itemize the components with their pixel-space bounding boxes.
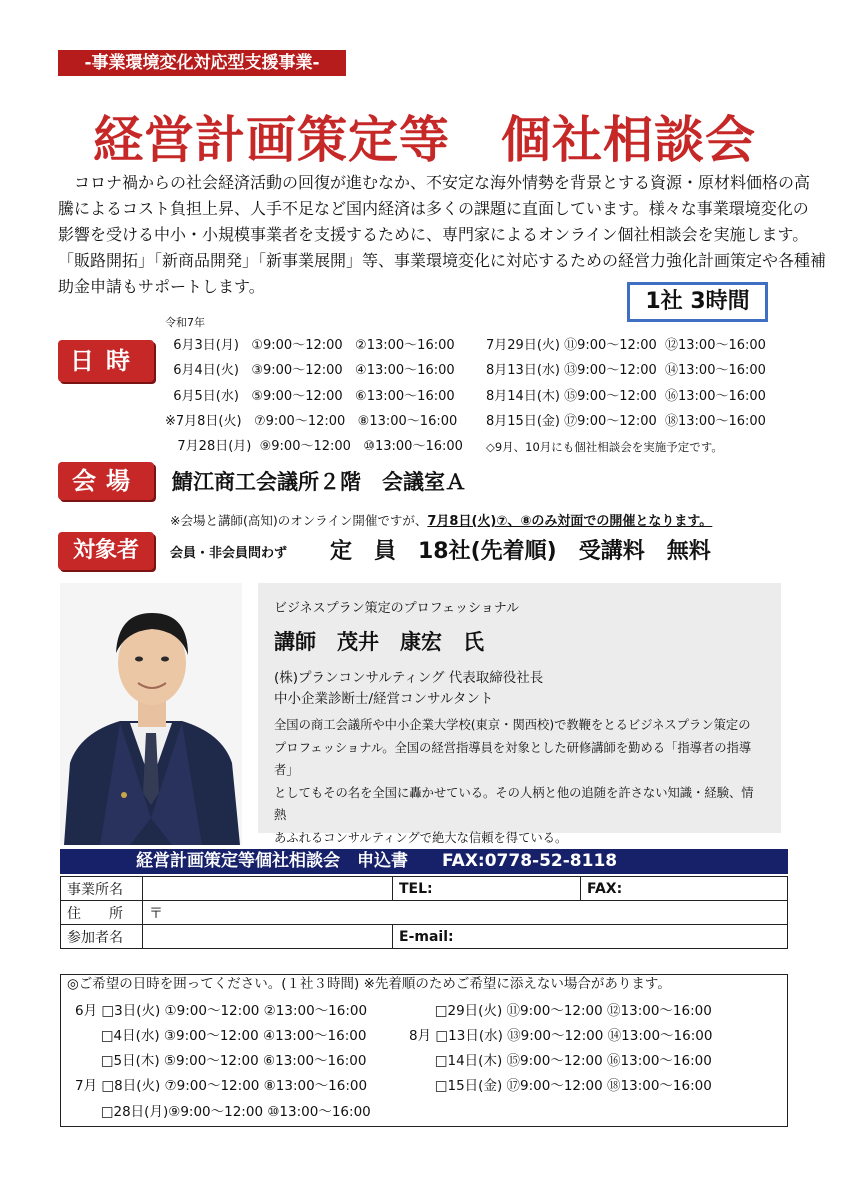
schedule-row: 6月5日(水) ⑤9:00～12:00 ⑥13:00～16:00 (165, 388, 455, 404)
session-option[interactable]: □4日(水) ③9:00～12:00 ④13:00～16:00 (75, 1028, 367, 1044)
application-form (60, 876, 788, 949)
intro-line: 助金申請もサポートします。 (58, 277, 265, 296)
profile-description (274, 714, 765, 849)
attendee-label: 参加者名 (61, 925, 143, 949)
application-form-header: 経営計画策定等個社相談会 申込書 FAX:0778-52-8118 (60, 849, 788, 874)
qualification-line: 中小企業診断士/経営コンサルタント (274, 691, 494, 707)
session-option[interactable]: □14日(木) ⑮9:00～12:00 ⑯13:00～16:00 (409, 1053, 712, 1069)
program-subtitle: -事業環境変化対応型支援事業- (58, 50, 346, 76)
desc-line: 全国の商工会議所や中小企業大学校(東京・関西校)で教鞭をとるビジネスプラン策定の (274, 718, 751, 732)
venue-label: 会場 (58, 462, 154, 500)
instructor-photo (60, 583, 242, 845)
note-prefix: ※会場と講師(高知)のオンライン開催ですが、 (170, 513, 428, 528)
intro-line: 騰によるコスト負担上昇、人手不足など国内経済は多くの課題に直面しています。様々な事業環境変化の (58, 199, 809, 218)
venue-note (170, 510, 712, 529)
session-option[interactable]: 7月 □8日(火) ⑦9:00～12:00 ⑧13:00～16:00 (75, 1078, 368, 1094)
desc-line: あふれるコンサルティングで絶大な信頼を得ている。 (274, 830, 568, 845)
desc-line: プロフェッショナル。全国の経営指導員を対象とした研修講師を勤める「指導者の指導者」 (274, 740, 752, 777)
intro-line: 「販路開拓」「新商品開発」「新事業展開」等、事業環境変化に対応するための経営力強化計画策定や各種補 (58, 251, 827, 270)
venue-text: 鯖江商工会議所２階 会議室Ａ (172, 470, 466, 494)
intro-text (58, 170, 827, 300)
address-field[interactable]: 〒 (143, 901, 788, 925)
session-option[interactable]: □29日(火) ⑪9:00～12:00 ⑫13:00～16:00 (409, 1003, 712, 1019)
schedule-row: 6月4日(火) ③9:00～12:00 ④13:00～16:00 (165, 363, 455, 379)
schedule-row: 8月14日(木) ⑮9:00～12:00 ⑯13:00～16:00 (486, 388, 766, 404)
profile-company (274, 668, 765, 710)
address-label: 住 所 (61, 901, 143, 925)
company-line: (株)プランコンサルティング 代表取締役社長 (274, 670, 544, 686)
email-field[interactable]: E-mail: (393, 925, 788, 949)
era-label: 令和7年 (165, 316, 205, 329)
desc-line: としてもその名を全国に轟かせている。その人柄と他の追随を許さない知識・経験、情熱 (274, 785, 754, 822)
company-name-label: 事業所名 (61, 877, 143, 901)
schedule-row: 6月3日(月) ①9:00～12:00 ②13:00～16:00 (165, 338, 455, 353)
schedule-note: ◇9月、10月にも個社相談会を実施予定です。 (486, 440, 723, 455)
attendee-field[interactable] (143, 925, 393, 949)
instructor-profile (258, 583, 781, 845)
duration-box: 1社 3時間 (627, 282, 768, 322)
schedule-row: 8月15日(金) ⑰9:00～12:00 ⑱13:00～16:00 (486, 413, 766, 429)
date-label: 日時 (58, 340, 154, 382)
session-option[interactable]: □15日(金) ⑰9:00～12:00 ⑱13:00～16:00 (409, 1078, 712, 1094)
company-name-field[interactable] (143, 877, 393, 901)
page-title: 経営計画策定等 個社相談会 (93, 111, 756, 169)
session-option[interactable]: □28日(月)⑨9:00～12:00 ⑩13:00～16:00 (75, 1104, 371, 1120)
schedule-row: ※7月8日(火) ⑦9:00～12:00 ⑧13:00～16:00 (165, 413, 458, 429)
instructor-name: 講師 茂井 康宏 氏 (274, 630, 484, 654)
intro-line: 影響を受ける中小・小規模事業者を支援するために、専門家によるオンライン個社相談会を実施します。 (58, 225, 809, 244)
target-label: 対象者 (58, 532, 154, 570)
choice-instructions: ◎ご希望の日時を囲ってください。(１社３時間) ※先着順のためご希望に添えない場合があります。 (67, 976, 671, 992)
session-option[interactable]: 6月 □3日(火) ①9:00～12:00 ②13:00～16:00 (75, 1003, 368, 1019)
schedule-row: 7月28日(月) ⑨9:00～12:00 ⑩13:00～16:00 (165, 439, 463, 455)
session-choice-box (60, 974, 788, 1127)
schedule-row: 8月13日(水) ⑬9:00～12:00 ⑭13:00～16:00 (486, 363, 766, 379)
session-option[interactable]: 8月 □13日(水) ⑬9:00～12:00 ⑭13:00～16:00 (409, 1028, 713, 1044)
fax-field[interactable]: FAX: (581, 877, 788, 901)
schedule-row: 7月29日(火) ⑪9:00～12:00 ⑫13:00～16:00 (486, 338, 766, 353)
note-emphasis: 7月8日(火)⑦、⑧のみ対面での開催となります。 (427, 514, 713, 529)
session-option[interactable]: □5日(木) ⑤9:00～12:00 ⑥13:00～16:00 (75, 1053, 367, 1069)
target-text: 会員・非会員問わず (170, 546, 288, 561)
schedule-right (486, 336, 786, 462)
profile-tagline: ビジネスプラン策定のプロフェッショナル (274, 601, 520, 616)
schedule-left (165, 336, 485, 462)
intro-line: コロナ禍からの社会経済活動の回復が進むなか、不安定な海外情勢を背景とする資源・原材料価格の高 (58, 173, 811, 192)
tel-field[interactable]: TEL: (393, 877, 581, 901)
capacity-text: 定 員 18社(先着順) 受講料 無料 (330, 539, 711, 564)
